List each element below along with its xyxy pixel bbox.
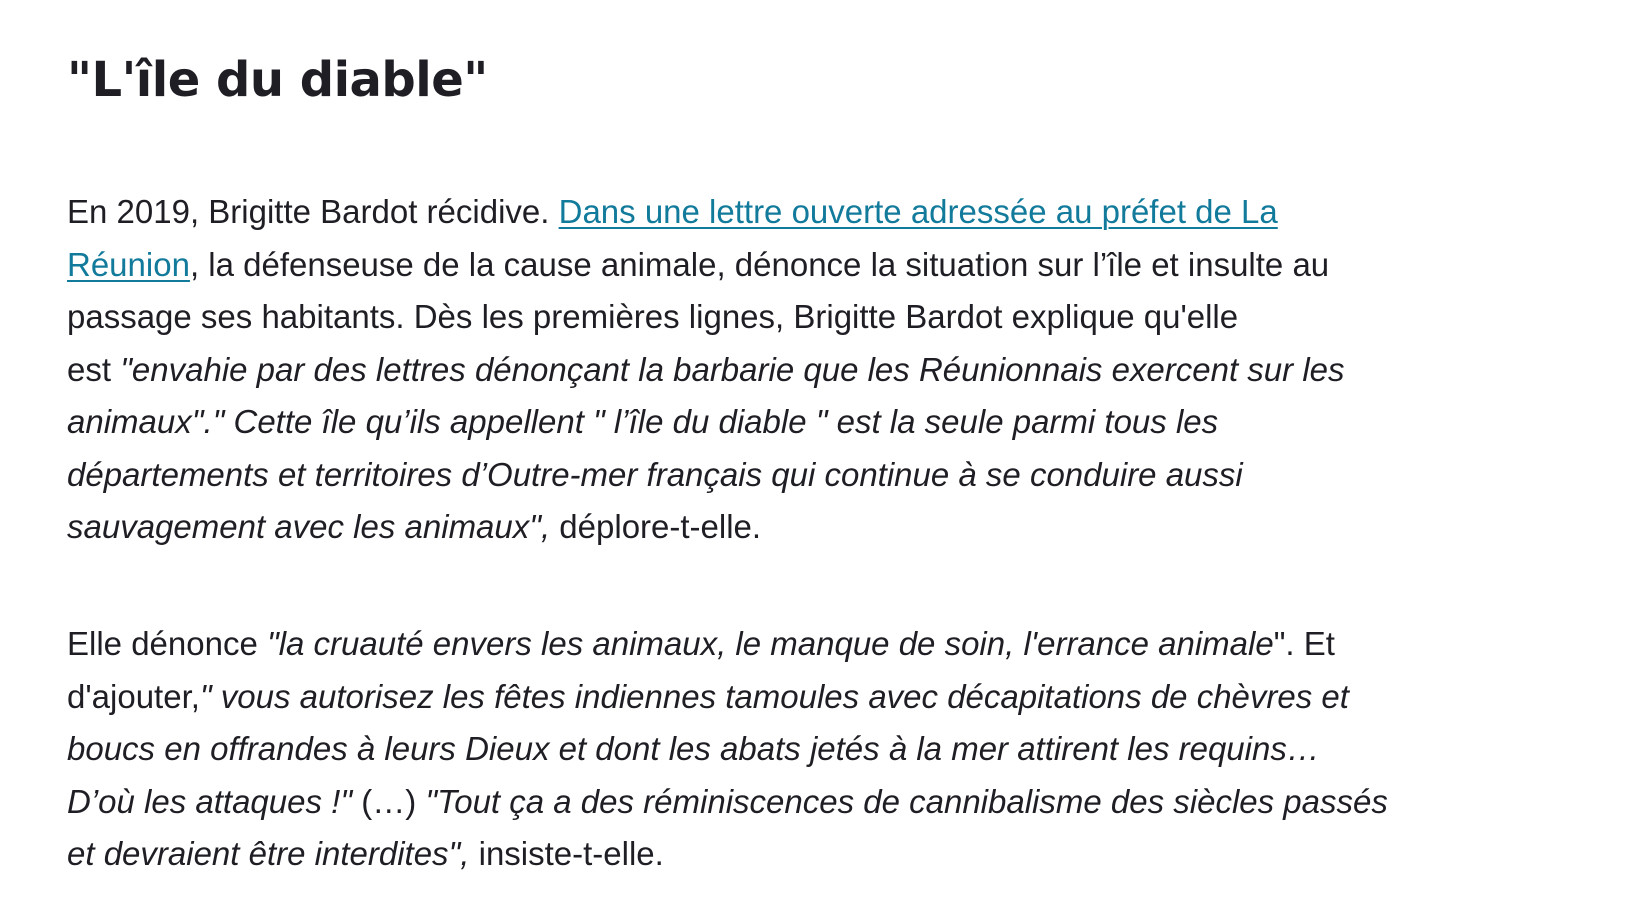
quote-text: D’où les attaques !"	[67, 782, 353, 820]
text-run: passage ses habitants. Dès les premières lignes, Brigitte Bardot explique qu'elle	[67, 298, 1239, 335]
paragraph-1-line	[67, 344, 1527, 397]
paragraph-1-line	[67, 396, 1527, 449]
quote-text: départements et territoires d’Outre-mer français qui continue à se conduire aussi	[67, 455, 1243, 493]
paragraph-1	[67, 186, 1527, 554]
paragraph-2-line	[67, 776, 1527, 829]
text-run: insiste-t-elle.	[469, 835, 664, 872]
paragraph-2-line	[67, 828, 1527, 881]
open-letter-link-continued[interactable]: Réunion	[67, 245, 190, 283]
paragraph-2	[67, 618, 1527, 881]
text-run: En 2019, Brigitte Bardot récidive.	[67, 193, 559, 230]
paragraph-2-line	[67, 723, 1527, 776]
paragraph-1-line	[67, 239, 1527, 292]
text-run: ". Et	[1273, 625, 1335, 662]
text-run: , la défenseuse de la cause animale, dénonce la situation sur l’île et insulte au	[189, 245, 1330, 283]
text-run: (…)	[352, 782, 426, 820]
quote-text: animaux"." Cette île qu’ils appellent " l’île du diable " est la seule parmi tous les	[67, 403, 1219, 440]
open-letter-link[interactable]: Dans une lettre ouverte adressée au préfet de La	[558, 193, 1278, 230]
paragraph-2-line	[67, 618, 1527, 671]
quote-text: "envahie par des lettres dénonçant la barbarie que les Réunionnais exercent sur les	[120, 350, 1345, 388]
section-heading: "L'île du diable"	[67, 52, 488, 108]
quote-text: "la cruauté envers les animaux, le manque de soin, l'errance animale	[266, 625, 1274, 662]
text-run: Elle dénonce	[67, 625, 267, 662]
text-run: d'ajouter,	[67, 677, 200, 715]
quote-text: et devraient être interdites",	[67, 835, 470, 872]
paragraph-1-line	[67, 501, 1527, 554]
quote-text: sauvagement avec les animaux",	[67, 508, 551, 545]
quote-text: "Tout ça a des réminiscences de cannibalisme des siècles passés	[425, 782, 1388, 820]
quote-text: " vous autorisez les fêtes indiennes tamoules avec décapitations de chèvres et	[199, 677, 1349, 715]
paragraph-1-line	[67, 291, 1527, 344]
paragraph-2-line	[67, 671, 1527, 724]
paragraph-1-line	[67, 449, 1527, 502]
paragraph-1-line	[67, 186, 1527, 239]
text-run: déplore-t-elle.	[550, 508, 762, 545]
text-run: est	[67, 350, 121, 388]
quote-text: boucs en offrandes à leurs Dieux et dont les abats jetés à la mer attirent les requins…	[67, 730, 1320, 767]
